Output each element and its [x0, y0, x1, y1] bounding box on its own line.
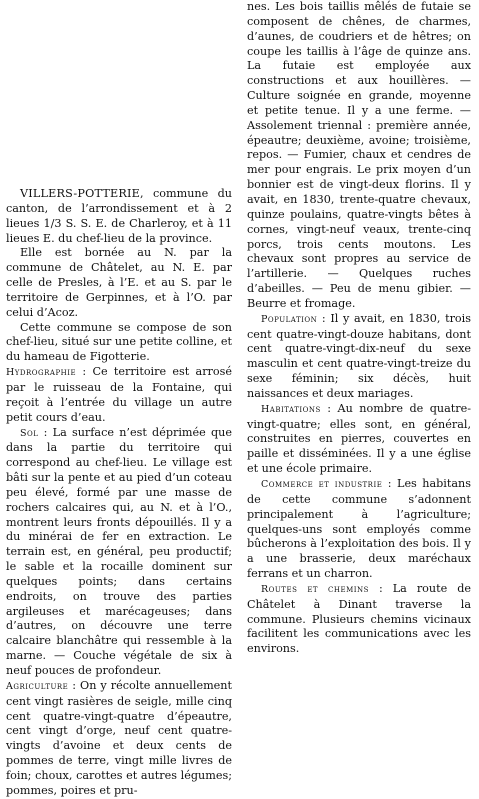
population-label: Population	[261, 313, 318, 325]
commerce-paragraph	[247, 477, 471, 582]
agriculture-paragraph	[6, 679, 232, 799]
agriculture-text: : On y récolte annuellement cent vingt rasières de seigle, mille cinq cent quatre-vingt-quatre d’épeautre, cent vingt d’orge, neuf cent quatre-vingts d’avoine et deux cents de pommes de terre, vingt mille livres de foin; choux, carottes et autres légumes; pommes, poires et pru-	[6, 678, 232, 797]
population-text: : Il y avait, en 1830, trois cent quatre-vingt-douze habitans, dont cent quatre-vingt-dix-neuf du sexe masculin et cent quatre-vingt-treize du sexe féminin; six décès, huit naissances et deux mariages.	[247, 311, 471, 400]
routes-text: : La route de Châtelet à Dinant traverse la commune. Plusieurs chemins vicinaux facilitent les communications avec les environs.	[247, 581, 472, 656]
boundaries-paragraph: Elle est bornée au N. par la commune de Châtelet, au N. E. par celle de Presles, à l’E. et au S. par le territoire de Gerpinnes, et à l’O. par celui d’Acoz.	[6, 246, 232, 319]
soil-text: : La surface n’est déprimée que dans la partie du territoire qui correspond au chef-lieu. Le village est bâti sur la pente et au pied d’un coteau peu élevé, formé par une masse de rochers calcaires qui, au N. et à l’O., montrent leurs fronts dépouillés. Il y a du minérai de fer en extraction. Le terrain est, en général, peu productif; le sable et la rocaille dominent sur quelques points; dans certains endroits, on trouve des parties argileuses et marécageuses; dans d’autres, on découvre une terre calcaire blanchâtre qui ressemble à la marne. — Couche végétale de six à neuf pouces de profondeur.	[6, 425, 232, 677]
commerce-label: Commerce et industrie	[261, 479, 383, 490]
routes-label: Routes et chemins	[261, 583, 369, 595]
agriculture-continued: nes. Les bois taillis mêlés de futaie se composent de chênes, de charmes, d’aunes, de coudriers et de hêtres; on coupe les taillis à l’âge de quinze ans. La futaie est employée aux constructions et aux houillères. — Culture soignée en grande, moyenne et petite tenue. Il y a une ferme. — Assolement triennal : première année, épeautre; deuxième, avoine; troisième, repos. — Fumier, chaux et cendres de mer pour engrais. Le prix moyen d’un bonnier est de vingt-deux florins. Il y avait, en 1830, trente-quatre chevaux, quinze poulains, quatre-vingts bêtes à cornes, vingt-neuf veaux, trente-cinq porcs, trois cents moutons. Les chevaux sont propres au service de l’artillerie. — Quelques ruches d’abeilles. — Peu de menu gibier. — Beurre et fromage.	[247, 0, 471, 310]
hydrography-text: : Ce territoire est arrosé par le ruisseau de la Fontaine, qui reçoit à l’entrée du village un autre petit cours d’eau.	[6, 365, 232, 424]
habitations-text: : Au nombre de quatre-vingt-quatre; elles sont, en général, construites en pierres, couvertes en paille et disséminées. Il y a une église et une école primaire.	[247, 401, 471, 476]
routes-paragraph	[247, 582, 471, 657]
intro-text: , commune du canton, de l’arrondissement et à 2 lieues 1/3 S. S. E. de Charleroy, et à 11 lieues E. du chef-lieu de la province.	[6, 187, 232, 245]
hydrography-paragraph	[6, 365, 232, 425]
soil-label: Sol	[20, 427, 39, 439]
commerce-text: : Les habitans de cette commune s’adonnent principalement à l’agriculture; quelques-uns sont employés comme bûcherons à l’exploitation des bois. Il y a une brasserie, deux maréchaux ferrans et un charron.	[247, 477, 471, 581]
habitations-label: Habitations	[261, 403, 321, 415]
habitations-paragraph	[247, 402, 471, 477]
hydrography-label: Hydrographie	[6, 367, 77, 379]
entry-intro	[6, 187, 232, 246]
entry-title: VILLERS-POTTERIE	[20, 187, 141, 200]
agriculture-label: Agriculture	[6, 680, 69, 692]
soil-paragraph	[6, 426, 232, 679]
left-column	[6, 0, 232, 799]
population-paragraph	[247, 312, 471, 402]
composition-paragraph: Cette commune se compose de son chef-lieu, situé sur une petite colline, et du hameau de Figotterie.	[6, 320, 232, 364]
right-column	[247, 0, 471, 657]
